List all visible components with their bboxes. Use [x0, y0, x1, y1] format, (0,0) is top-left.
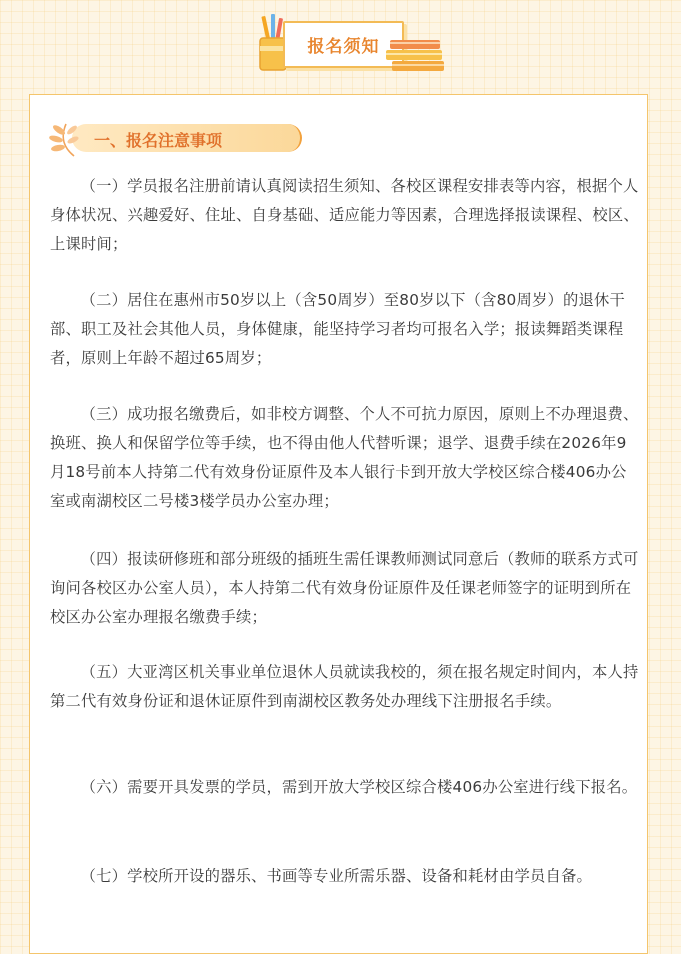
notice-paragraph-4: （四）报读研修班和部分班级的插班生需任课教师测试同意后（教师的联系方式可询问各校区办公室人员），本人持第二代有效身份证原件及任课老师签字的证明到所在校区办公室办理报名缴费手续； — [50, 550, 639, 626]
notice-paragraph-5: （五）大亚湾区机关事业单位退休人员就读我校的，须在报名规定时间内，本人持第二代有效身份证和退休证原件到南湖校区教务处办理线下注册报名手续。 — [50, 663, 639, 710]
header-banner — [0, 8, 681, 78]
books-icon — [384, 34, 448, 74]
section-title: 一、报名注意事项 — [94, 131, 223, 150]
section-heading — [44, 118, 264, 158]
page-title: 报名须知 — [307, 37, 380, 57]
notice-paragraph-6: （六）需要开具发票的学员，需到开放大学校区综合楼406办公室进行线下报名。 — [80, 778, 638, 796]
notice-paragraph-3: （三）成功报名缴费后，如非校方调整、个人不可抗力原因，原则上不办理退费、换班、换人和保留学位等手续，也不得由他人代替听课；退学、退费手续在2026年9月18号前本人持第二代有效身份证原件及本人银行卡到开放大学校区综合楼406办公室或南湖校区二号楼3楼学员办公室办理； — [50, 405, 639, 510]
notice-paragraph-7: （七）学校所开设的器乐、书画等专业所需乐器、设备和耗材由学员自备。 — [80, 867, 592, 885]
notice-paragraph-2: （二）居住在惠州市50岁以上（含50周岁）至80岁以下（含80周岁）的退休干部、职工及社会其他人员，身体健康，能坚持学习者均可报名入学；报读舞蹈类课程者，原则上年龄不超过65周岁； — [50, 291, 625, 367]
notice-paragraph-1: （一）学员报名注册前请认真阅读招生须知、各校区课程安排表等内容，根据个人身体状况、兴趣爱好、住址、自身基础、适应能力等因素，合理选择报读课程、校区、上课时间； — [50, 177, 639, 253]
leaf-icon — [44, 118, 94, 158]
